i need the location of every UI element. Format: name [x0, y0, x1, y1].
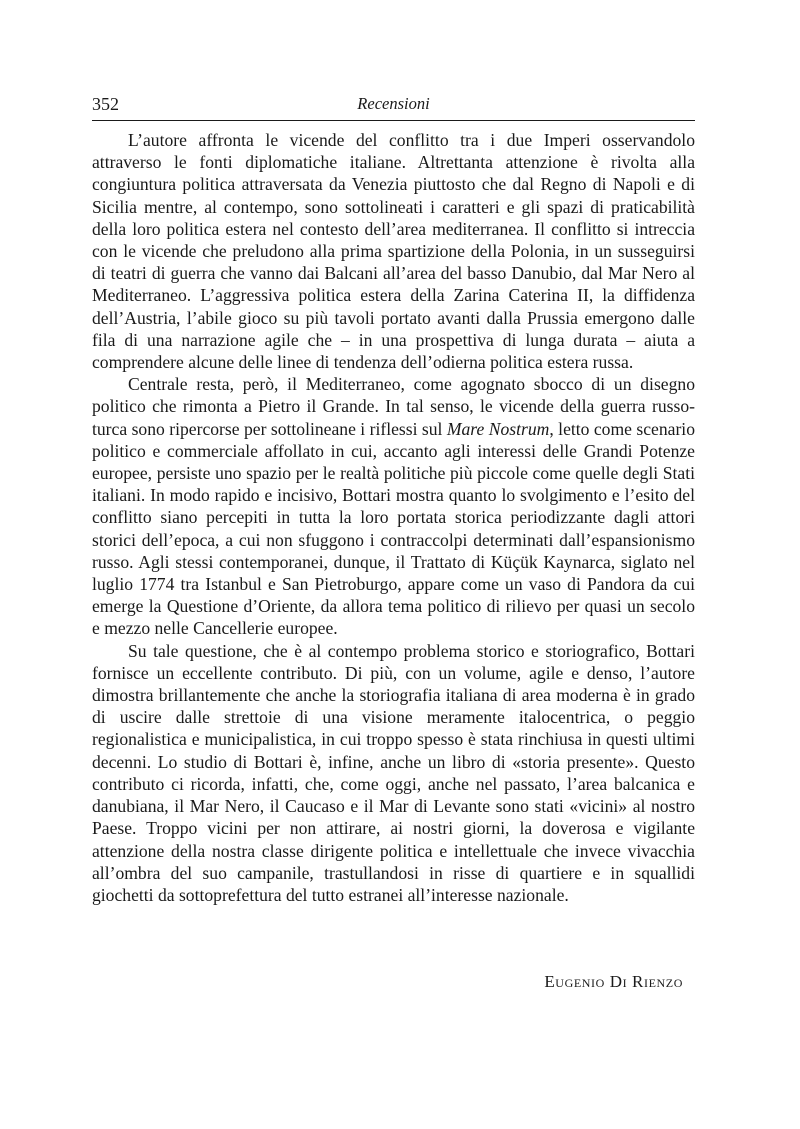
author-signature: Eugenio Di Rienzo	[544, 972, 683, 991]
section-title: Recensioni	[357, 94, 430, 113]
paragraph-1: L’autore affronta le vicende del conflitto tra i due Imperi osservandolo attraverso le fonti diplomatiche italiane. Altrettanta attenzione è rivolta alla congiuntura politica attraversata da Venezia piuttosto che dal Regno di Napoli e di Sicilia mentre, al contempo, sono sottolineati i caratteri e gli spazi di praticabilità della loro politica estera nel contesto dell’area mediterranea. Il conflitto si intreccia con le vicende che preludono alla prima spartizione della Polonia, in un susseguirsi di teatri di guerra che vanno dai Balcani all’area del basso Danubio, dal Mar Nero al Mediterraneo. L’aggressiva politica estera della Zarina Caterina II, la diffidenza dell’Austria, l’abile gioco su più tavoli portato avanti dalla Prussia emergono dalle fila di una narrazione agile che – in una prospettiva di lunga durata – aiuta a comprendere alcune delle linee di tendenza dell’odierna politica estera russa.	[92, 130, 695, 373]
running-head	[92, 92, 695, 121]
paragraph-2-text-before: Centrale resta, però, il Mediterraneo, come agognato sbocco di un disegno politico che rimonta a Pietro il Grande. In tal senso, le vicende della guerra russo-turca sono ripercorse per sottolineane i riflessi sul	[92, 374, 695, 439]
page-number: 352	[92, 94, 119, 114]
italic-term-mare-nostrum: Mare Nostrum	[446, 418, 550, 439]
paragraph-2-text-after: , letto come scenario politico e commerciale affollato in cui, accanto agli interessi delle Grandi Potenze europee, persiste uno spazio per le realtà politiche più piccole come quelle degli Stati italiani. In modo rapido e incisivo, Bottari mostra quanto lo svolgimento e l’esito del conflitto siano percepiti in tutta la loro portata storica periodizzante dagli attori storici dell’epoca, a cui non sfuggono i contraccolpi determinati dall’espansionismo russo. Agli stessi contemporanei, dunque, il Trattato di Küçük Kaynarca, siglato nel luglio 1774 tra Istanbul e San Pietroburgo, appare come un vaso di Pandora da cui emerge la Questione d’Oriente, da allora tema politico di rilievo per quasi un secolo e mezzo nelle Cancellerie europee.	[92, 418, 695, 639]
paragraph-2	[92, 373, 695, 639]
paragraph-3: Su tale questione, che è al contempo problema storico e storiografico, Bottari fornisce un eccellente contributo. Di più, con un volume, agile e denso, l’autore dimostra brillantemente che anche la storiografia italiana di area moderna è in grado di uscire dalle strettoie di una visione meramente italocentrica, o peggio regionalistica e municipalistica, in cui troppo spesso è stata rinchiusa in questi ultimi decenni. Lo studio di Bottari è, infine, anche un libro di «storia presente». Questo contributo ci ricorda, infatti, che, come oggi, anche nel passato, l’area balcanica e danubiana, il Mar Nero, il Caucaso e il Mar di Levante sono stati «vicini» al nostro Paese. Troppo vicini per non attirare, ai nostri giorni, la doverosa e vigilante attenzione della nostra classe dirigente politica e intellettuale che invece vivacchia all’ombra del suo campanile, trastullandosi in risse di quartiere e in squallidi giochetti da sottoprefettura del tutto estranei all’interesse nazionale.	[92, 640, 695, 905]
review-body	[92, 129, 695, 906]
page	[92, 92, 695, 991]
